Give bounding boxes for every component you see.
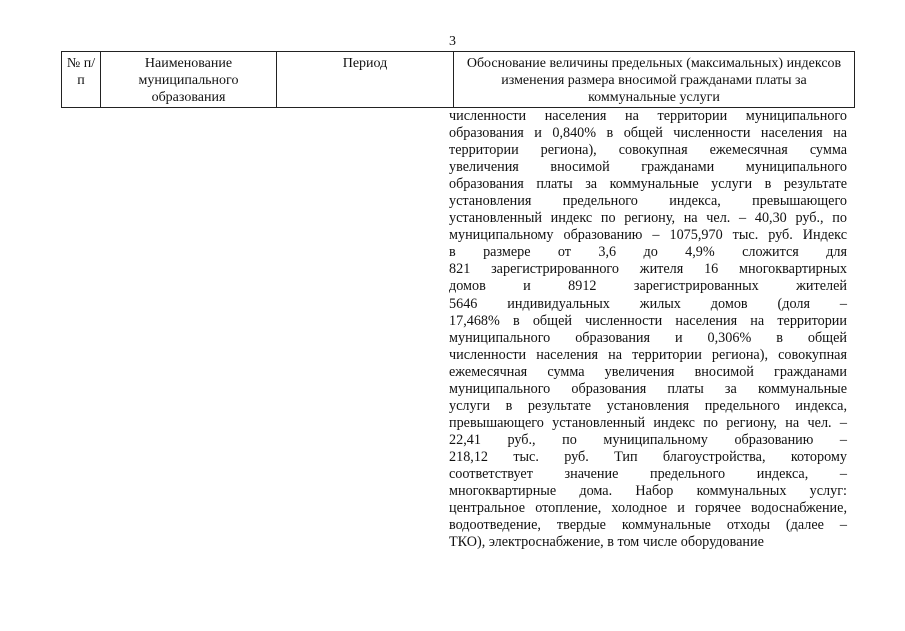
text-line: многоквартирные дома. Набор коммунальных услуг:: [449, 483, 847, 500]
text-line: территории региона), совокупная ежемесячная сумма: [449, 142, 847, 159]
text-line: водоотведение, твердые коммунальные отходы (далее –: [449, 517, 847, 534]
header-number: № п/п: [62, 52, 101, 108]
text-line: услуги в результате установления предельного индекса,: [449, 397, 847, 414]
text-line: муниципальному образованию – 1075,970 тыс. руб. Индекс: [449, 227, 847, 244]
table-header: [61, 51, 855, 108]
text-line: муниципального образования и 0,306% в общей: [449, 329, 847, 346]
text-line: 17,468% в общей численности населения на территории: [449, 312, 847, 329]
text-line: соответствует значение предельного индекса, –: [449, 465, 847, 482]
text-line: ежемесячная сумма увеличения вносимой гражданами: [449, 363, 847, 380]
header-period: Период: [277, 52, 454, 108]
justification-text: [449, 108, 847, 551]
page-number: 3: [449, 34, 456, 49]
text-line: установленный индекс по региону, на чел. – 40,30 руб., по: [449, 210, 847, 227]
text-line: увеличения вносимой гражданами муниципального: [449, 159, 847, 176]
text-line: в размере от 3,6 до 4,9% сложится для: [449, 244, 847, 261]
text-line: центральное отопление, холодное и горячее водоснабжение,: [449, 500, 847, 517]
text-line: образования и 0,840% в общей численности населения на: [449, 125, 847, 142]
header-municipality: Наименование муниципального образования: [101, 52, 277, 108]
text-line: численности населения на территории муниципального: [449, 108, 847, 124]
header-justification: Обоснование величины предельных (максимальных) индексов изменения размера вносимой гражданами платы за коммунальные услуги: [454, 52, 855, 108]
text-line: образования платы за коммунальные услуги в результате: [449, 176, 847, 193]
text-line: 218,12 тыс. руб. Тип благоустройства, которому: [449, 448, 847, 465]
text-line: 5646 индивидуальных жилых домов (доля –: [449, 295, 847, 312]
text-line: муниципального образования платы за коммунальные: [449, 380, 847, 397]
text-line: превышающего установленный индекс по региону, на чел. –: [449, 414, 847, 431]
text-line: 821 зарегистрированного жителя 16 многоквартирных: [449, 261, 847, 278]
text-line: домов и 8912 зарегистрированных жителей: [449, 278, 847, 295]
text-line: ТКО), электроснабжение, в том числе оборудование: [449, 534, 764, 551]
text-line: численности населения на территории региона), совокупная: [449, 346, 847, 363]
text-line: установления предельного индекса, превышающего: [449, 193, 847, 210]
text-line: 22,41 руб., по муниципальному образованию –: [449, 431, 847, 448]
